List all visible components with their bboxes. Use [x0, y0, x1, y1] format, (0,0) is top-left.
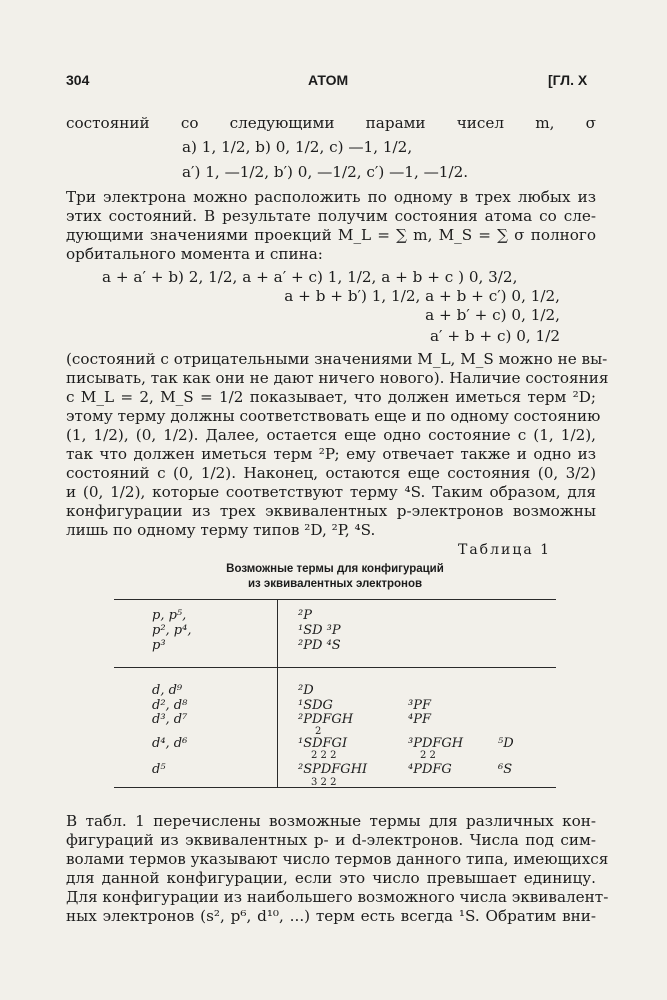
- term-cell: ²SPDFGHI: [298, 762, 368, 777]
- body-line: состояний с (0, 1/2). Наконец, остаются еще состояния (0, 3/2): [66, 464, 596, 482]
- table-subtitle: из эквивалентных электронов: [247, 578, 423, 590]
- config-cell: d⁵: [152, 762, 166, 777]
- body-line: так что должен иметься терм ²P; ему отвечает также и одно из: [66, 445, 596, 463]
- term-cell: ¹SDFGI: [298, 736, 348, 751]
- body-line: с M_L = 2, M_S = 1/2 показывает, что должен иметься терм ²D;: [66, 388, 596, 406]
- body-line: для данной конфигурации, если это число превышает единицу.: [66, 869, 596, 887]
- equation-line: a + a′ + b) 2, 1/2, a + a′ + c) 1, 1/2, a + b + c ) 0, 3/2,: [102, 268, 518, 286]
- page-number: 304: [66, 72, 90, 88]
- term-multiplicity: 2: [315, 726, 322, 737]
- body-line: Для конфигурации из наибольшего возможного числа эквивалент-: [66, 888, 609, 906]
- term-cell: ³PF: [408, 698, 431, 713]
- body-line: орбитального момента и спина:: [66, 245, 323, 263]
- equation-line: a) 1, 1/2, b) 0, 1/2, c) —1, 1/2,: [182, 138, 413, 156]
- body-line: писывать, так как они не дают ничего нового). Наличие состояния: [66, 369, 609, 387]
- body-line: ных электронов (s², p⁶, d¹⁰, ...) терм есть всегда ¹S. Обратим вни-: [66, 907, 596, 925]
- term-cell: ⁶S: [498, 762, 513, 777]
- term-cell: ¹SD ³P: [298, 623, 341, 638]
- table-top-rule: [114, 599, 556, 600]
- body-line: В табл. 1 перечислены возможные термы для различных кон-: [66, 812, 596, 830]
- config-cell: p², p⁴,: [152, 623, 192, 638]
- term-multiplicity: 2 2: [420, 750, 436, 761]
- table-middle-rule: [114, 667, 556, 668]
- config-cell: d³, d⁷: [152, 712, 188, 727]
- term-cell: ²PD ⁴S: [298, 638, 341, 653]
- term-multiplicity: 3 2 2: [311, 777, 337, 788]
- config-cell: d², d⁸: [152, 698, 188, 713]
- term-cell: ¹SDG: [298, 698, 333, 713]
- body-line: (1, 1/2), (0, 1/2). Далее, остается еще одно состояние с (1, 1/2),: [66, 426, 596, 444]
- equation-line: a + b′ + c) 0, 1/2,: [425, 306, 560, 324]
- config-cell: d⁴, d⁶: [152, 736, 188, 751]
- term-cell: ⁴PDFG: [408, 762, 452, 777]
- body-line: волами термов указывают число термов данного типа, имеющихся: [66, 850, 609, 868]
- config-cell: d, d⁹: [152, 683, 183, 698]
- body-line: конфигурации из трех эквивалентных p-электронов возможны: [66, 502, 596, 520]
- config-cell: p³: [152, 638, 166, 653]
- term-cell: ²P: [298, 608, 312, 623]
- body-line: дующими значениями проекций M_L = ∑ m, M_S = ∑ σ полного: [66, 226, 596, 244]
- equation-line: a′ + b + c) 0, 1/2: [429, 327, 560, 345]
- term-cell: ³PDFGH: [408, 736, 464, 751]
- term-cell: ⁴PF: [408, 712, 431, 727]
- table-column-divider: [277, 599, 278, 787]
- table-title: Возможные термы для конфигураций: [226, 563, 444, 575]
- body-line: лишь по одному терму типов ²D, ²P, ⁴S.: [66, 521, 376, 539]
- chapter-marker: [ГЛ. X: [548, 72, 588, 88]
- term-multiplicity: 2 2 2: [311, 750, 337, 761]
- running-title: АТОМ: [308, 72, 349, 88]
- body-line: этих состояний. В результате получим состояния атома со сле-: [66, 207, 596, 225]
- config-cell: p, p⁵,: [152, 608, 187, 623]
- table-caption: Таблица 1: [458, 542, 552, 558]
- body-line: состояний со следующими парами чисел m, σ: [66, 114, 596, 132]
- body-line: этому терму должны соответствовать еще и по одному состоянию: [66, 407, 601, 425]
- body-line: (состояний с отрицательными значениями M_L, M_S можно не вы-: [66, 350, 608, 368]
- term-cell: ⁵D: [498, 736, 514, 751]
- equation-line: a′) 1, —1/2, b′) 0, —1/2, c′) —1, —1/2.: [182, 163, 469, 181]
- body-line: Три электрона можно расположить по одному в трех любых из: [66, 188, 596, 206]
- term-cell: ²PDFGH: [298, 712, 354, 727]
- term-cell: ²D: [298, 683, 314, 698]
- body-line: фигураций из эквивалентных p- и d-электронов. Числа под сим-: [66, 831, 596, 849]
- body-line: и (0, 1/2), которые соответствуют терму ⁴S. Таким образом, для: [66, 483, 596, 501]
- equation-line: a + b + b′) 1, 1/2, a + b + c′) 0, 1/2,: [284, 287, 560, 305]
